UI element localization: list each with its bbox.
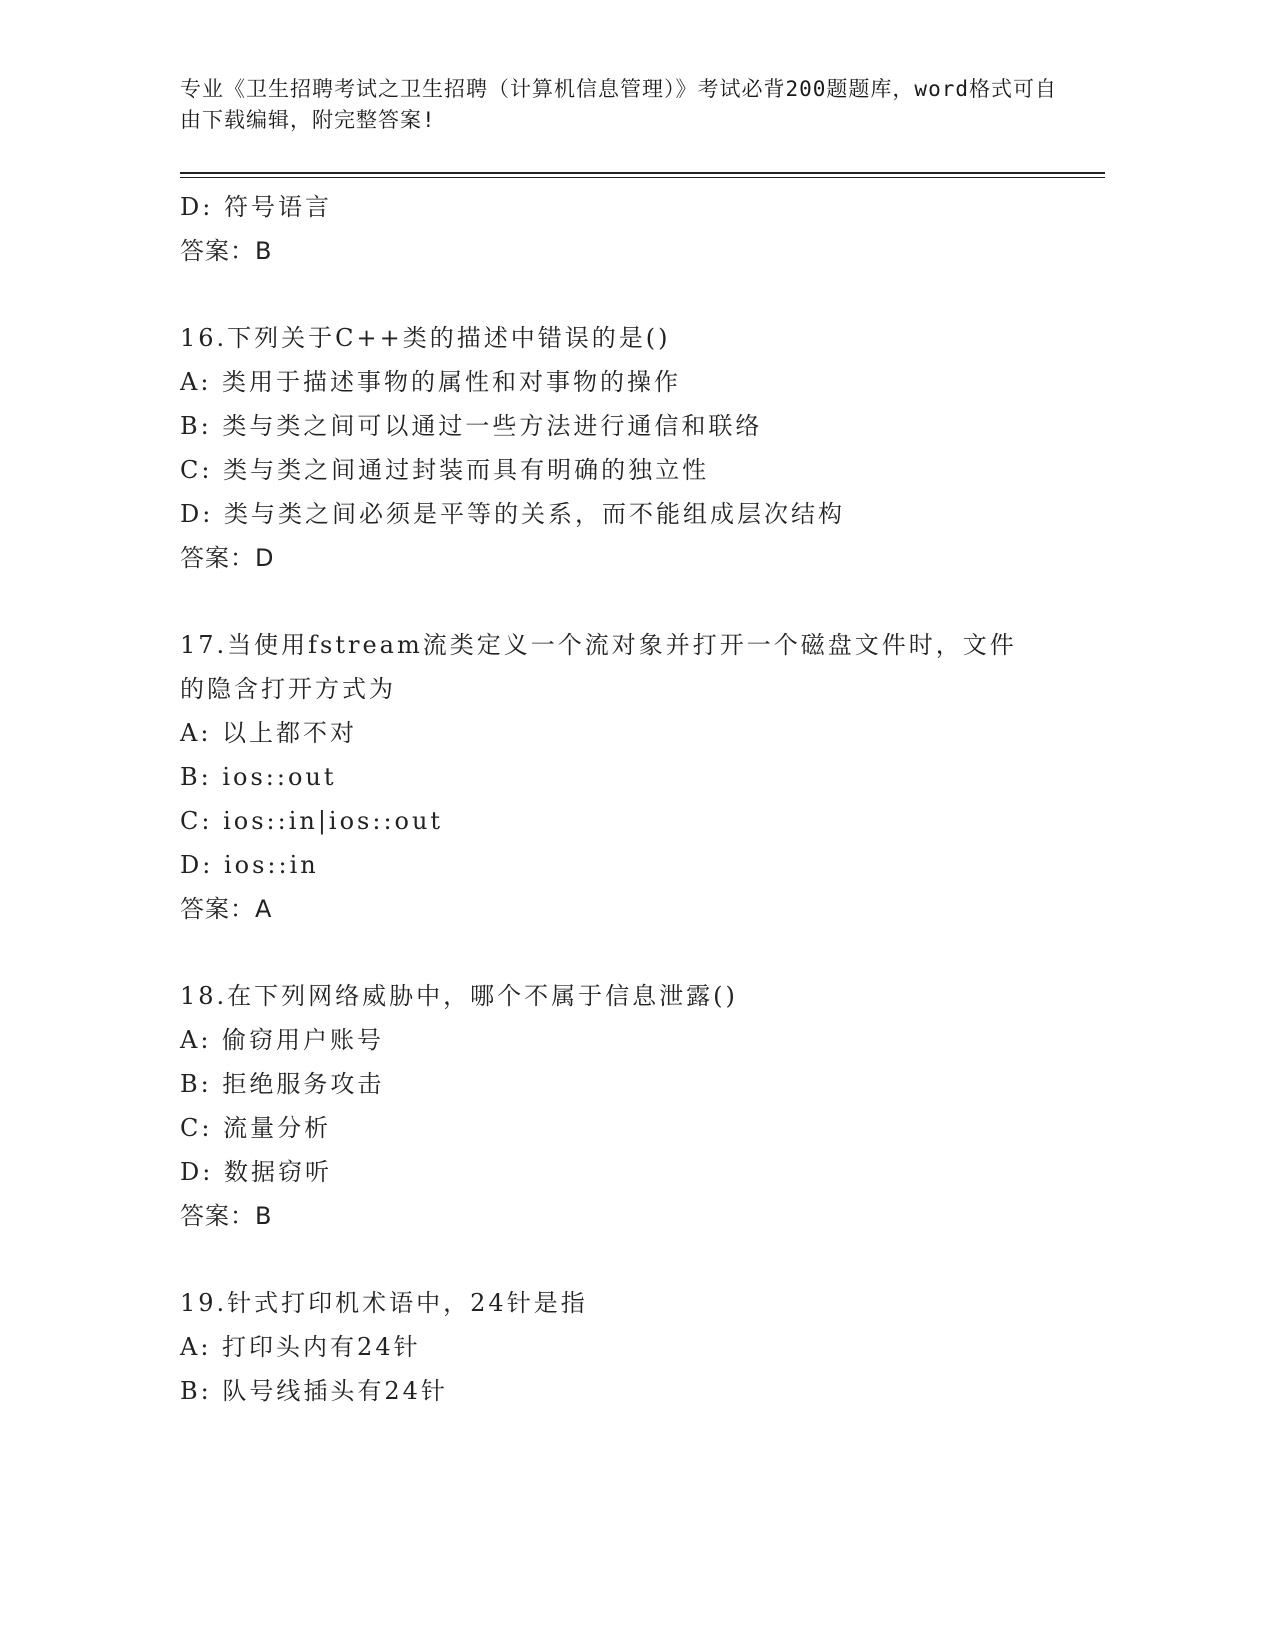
question-17	[180, 623, 1105, 931]
answer-line: 答案：B	[180, 237, 273, 265]
header-divider-thick	[180, 172, 1105, 174]
question-16	[180, 316, 1105, 580]
option-b: B: 拒绝服务攻击	[180, 1070, 385, 1098]
question-stem: 17.当使用fstream流类定义一个流对象并打开一个磁盘文件时，文件的隐含打开方式为	[180, 631, 1017, 703]
option-c: C: 类与类之间通过封装而具有明确的独立性	[180, 456, 710, 484]
spacer	[180, 1238, 1105, 1281]
option-d: D: 数据窃听	[180, 1158, 332, 1186]
option-c: C: 流量分析	[180, 1114, 332, 1142]
spacer	[180, 580, 1105, 623]
option-a: A: 打印头内有24针	[180, 1333, 421, 1361]
option-d: D: 类与类之间必须是平等的关系，而不能组成层次结构	[180, 500, 845, 528]
question-19	[180, 1281, 1105, 1413]
option-a: A: 偷窃用户账号	[180, 1026, 385, 1054]
option-b: B: ios::out	[180, 763, 337, 791]
option-a: A: 以上都不对	[180, 719, 358, 747]
answer-line: 答案：D	[180, 544, 275, 572]
spacer	[180, 931, 1105, 974]
option-d: D: 符号语言	[180, 193, 332, 221]
question-stem: 19.针式打印机术语中，24针是指	[180, 1289, 588, 1317]
option-b: B: 队号线插头有24针	[180, 1377, 448, 1405]
question-18	[180, 974, 1105, 1238]
question-stem: 18.在下列网络威胁中，哪个不属于信息泄露()	[180, 982, 738, 1010]
carryover-block	[180, 185, 1105, 273]
document-header: 专业《卫生招聘考试之卫生招聘（计算机信息管理）》考试必背200题题库，word格式可自由下载编辑，附完整答案!	[180, 77, 1057, 132]
spacer	[180, 273, 1105, 316]
header-divider-thin	[180, 177, 1105, 178]
option-c: C: ios::in|ios::out	[180, 807, 444, 835]
option-d: D: ios::in	[180, 851, 319, 879]
option-a: A: 类用于描述事物的属性和对事物的操作	[180, 368, 682, 396]
answer-line: 答案：B	[180, 1202, 273, 1230]
option-b: B: 类与类之间可以通过一些方法进行通信和联络	[180, 412, 763, 440]
document-body	[180, 185, 1105, 1413]
answer-line: 答案：A	[180, 895, 273, 923]
question-stem: 16.下列关于C++类的描述中错误的是()	[180, 324, 671, 352]
